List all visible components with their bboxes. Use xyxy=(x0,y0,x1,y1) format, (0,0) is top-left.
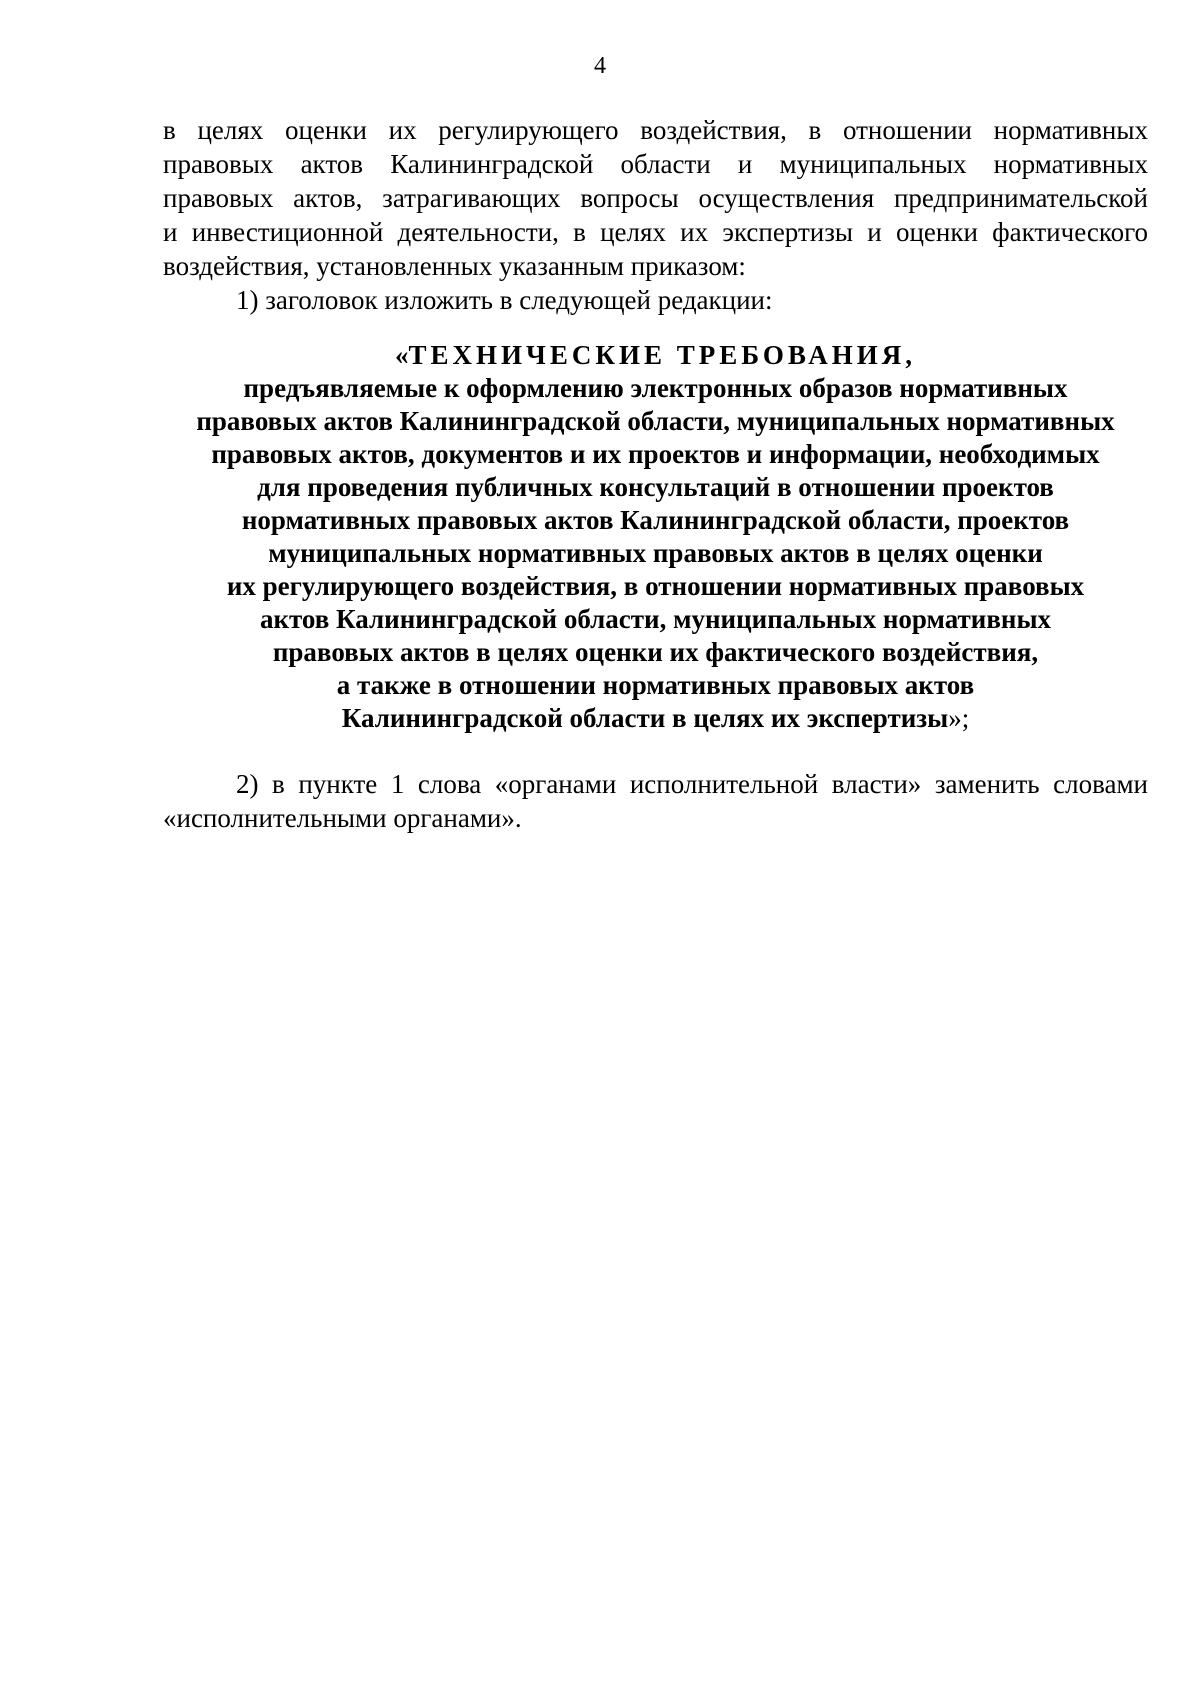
title-line: их регулирующего воздействия, в отношении нормативных правовых xyxy=(226,571,1085,601)
title-line: нормативных правовых актов Калининградской области, проектов xyxy=(241,505,1070,535)
title-line: муниципальных нормативных правовых актов в целях оценки xyxy=(268,538,1043,568)
intro-line: правовых актов Калининградской области и муниципальных нормативных xyxy=(163,149,1148,179)
title-line: предъявляемые к оформлению электронных образов нормативных xyxy=(243,373,1068,403)
title-line: а также в отношении нормативных правовых актов xyxy=(336,670,975,700)
page-number: 4 xyxy=(594,53,606,79)
title-main-line xyxy=(163,339,1148,372)
title-closing: »; xyxy=(948,703,970,733)
item-1 xyxy=(163,283,1148,317)
title-main: ТЕХНИЧЕСКИЕ ТРЕБОВАНИЯ, xyxy=(408,340,916,370)
title-line: правовых актов Калининградской области, муниципальных нормативных xyxy=(196,406,1115,436)
title-line: для проведения публичных консультаций в отношении проектов xyxy=(257,472,1054,502)
title-last-text: Калининградской области в целях их экспертизы xyxy=(341,703,949,733)
document-body xyxy=(163,113,1148,835)
title-line: правовых актов в целях оценки их фактического воздействия, xyxy=(272,637,1039,667)
item-2 xyxy=(163,767,1148,801)
intro-line: воздействия, установленных указанным приказом: xyxy=(163,251,746,281)
item-2-continuation xyxy=(163,801,1148,835)
item-2-line: «исполнительными органами». xyxy=(163,803,522,833)
item-1-text: 1) заголовок изложить в следующей редакции: xyxy=(236,285,773,315)
intro-line: в целях оценки их регулирующего воздействия, в отношении нормативных xyxy=(163,115,1148,145)
title-line: актов Калининградской области, муниципальных нормативных xyxy=(259,604,1052,634)
intro-line: и инвестиционной деятельности, в целях их экспертизы и оценки фактического xyxy=(163,217,1148,247)
title-open-quote: « xyxy=(395,340,409,370)
intro-line: правовых актов, затрагивающих вопросы осуществления предпринимательской xyxy=(163,183,1148,213)
document-title xyxy=(163,339,1148,735)
intro-paragraph xyxy=(163,113,1148,283)
title-last-line xyxy=(163,702,1148,735)
title-line: правовых актов, документов и их проектов и информации, необходимых xyxy=(211,439,1100,469)
item-2-line: 2) в пункте 1 слова «органами исполнительной власти» заменить словами xyxy=(236,769,1148,799)
